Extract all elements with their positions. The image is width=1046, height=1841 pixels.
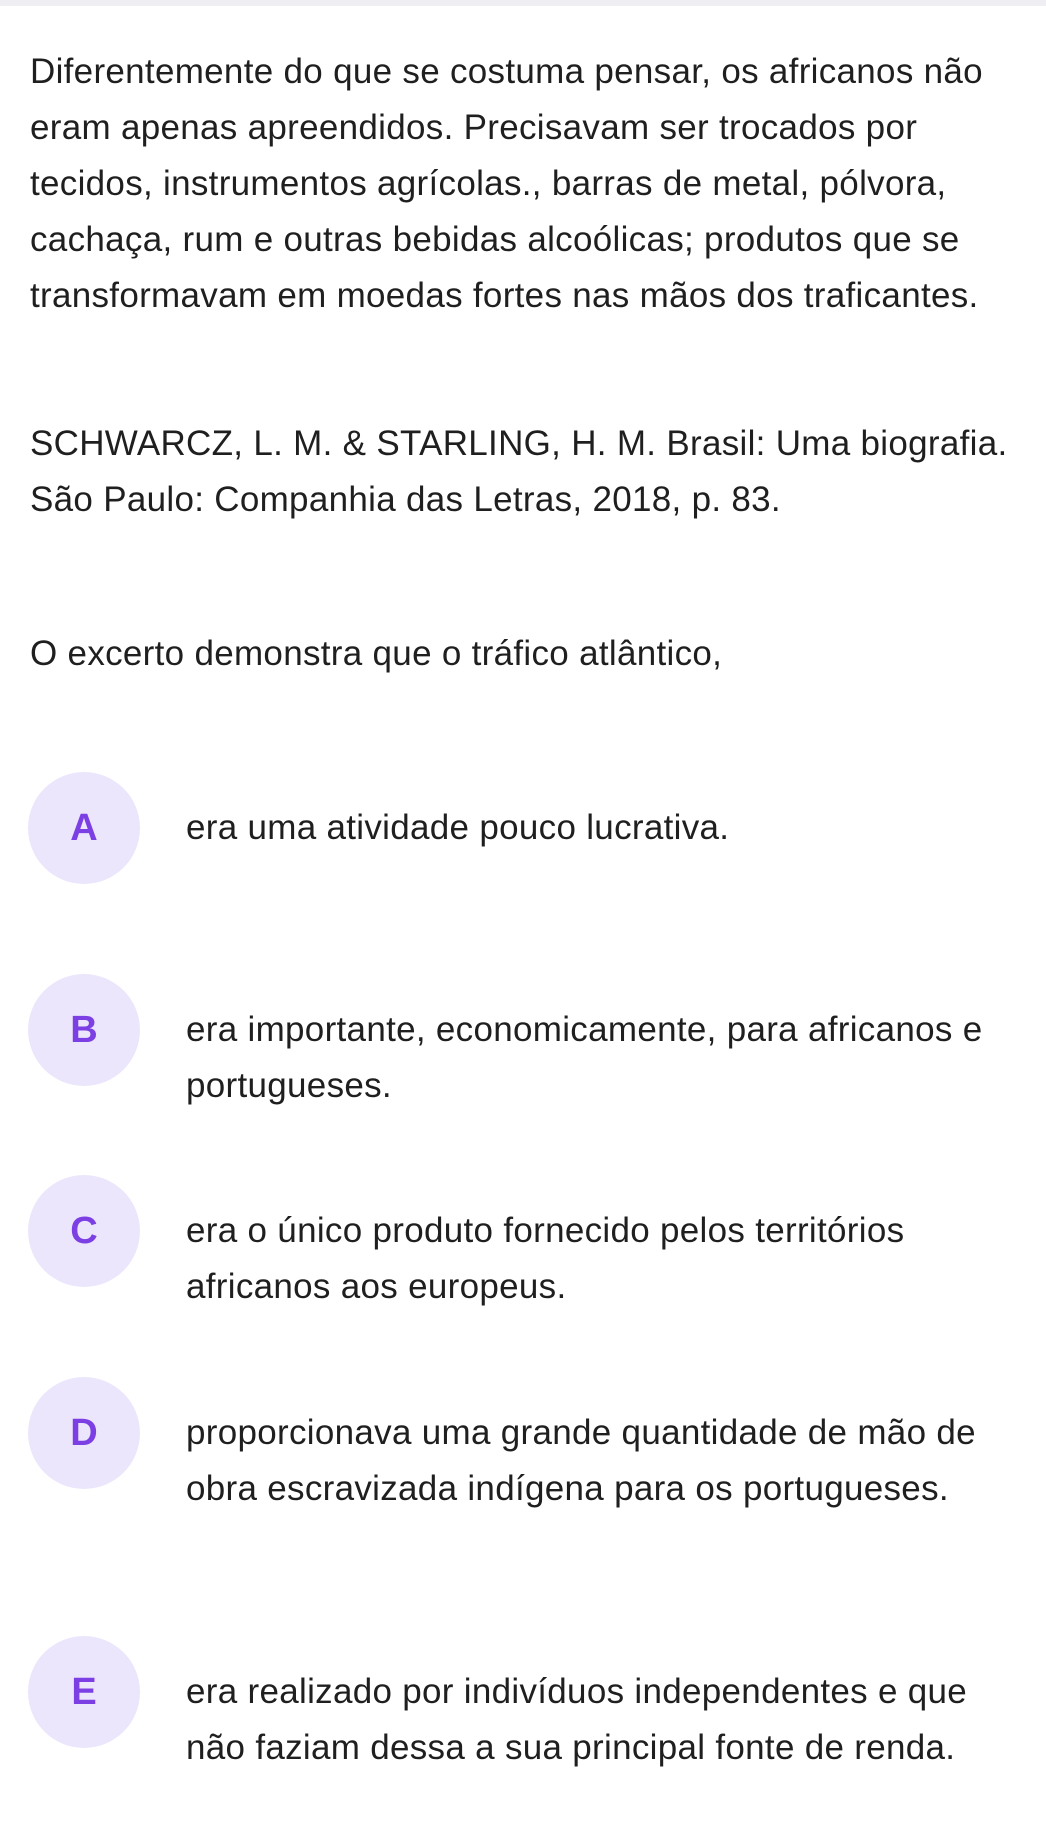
option-b[interactable] xyxy=(28,974,1028,1105)
option-letter-badge[interactable]: A xyxy=(28,772,140,884)
option-text[interactable]: era o único produto fornecido pelos territórios africanos aos europeus. xyxy=(186,1211,905,1306)
top-divider xyxy=(0,0,1046,6)
passage-text: Diferentemente do que se costuma pensar, os africanos não eram apenas apreendidos. Precisavam ser trocados por tecidos, instrumentos agrícolas., barras de metal, pólvora, cachaça, rum e outras bebidas alcoólicas; produtos que se transformavam em moedas fortes nas mãos dos traficantes. xyxy=(30,52,983,315)
option-text[interactable]: era uma atividade pouco lucrativa. xyxy=(186,808,730,847)
option-text[interactable]: era realizado por indivíduos independentes e que não faziam dessa a sua principal fonte de renda. xyxy=(186,1672,968,1767)
option-c[interactable] xyxy=(28,1175,1028,1306)
option-e[interactable] xyxy=(28,1636,1028,1767)
citation-text: SCHWARCZ, L. M. & STARLING, H. M. Brasil: Uma biografia. São Paulo: Companhia das Letras, 2018, p. 83. xyxy=(30,424,1008,519)
option-letter-badge[interactable]: D xyxy=(28,1377,140,1489)
option-text[interactable]: era importante, economicamente, para africanos e portugueses. xyxy=(186,1010,983,1105)
question-stem: O excerto demonstra que o tráfico atlântico, xyxy=(30,634,723,673)
option-letter-badge[interactable]: C xyxy=(28,1175,140,1287)
option-letter-badge[interactable]: E xyxy=(28,1636,140,1748)
option-letter-badge[interactable]: B xyxy=(28,974,140,1086)
option-text[interactable]: proporcionava uma grande quantidade de mão de obra escravizada indígena para os portugueses. xyxy=(186,1413,976,1508)
option-a[interactable] xyxy=(28,772,1028,884)
option-d[interactable] xyxy=(28,1377,1028,1508)
